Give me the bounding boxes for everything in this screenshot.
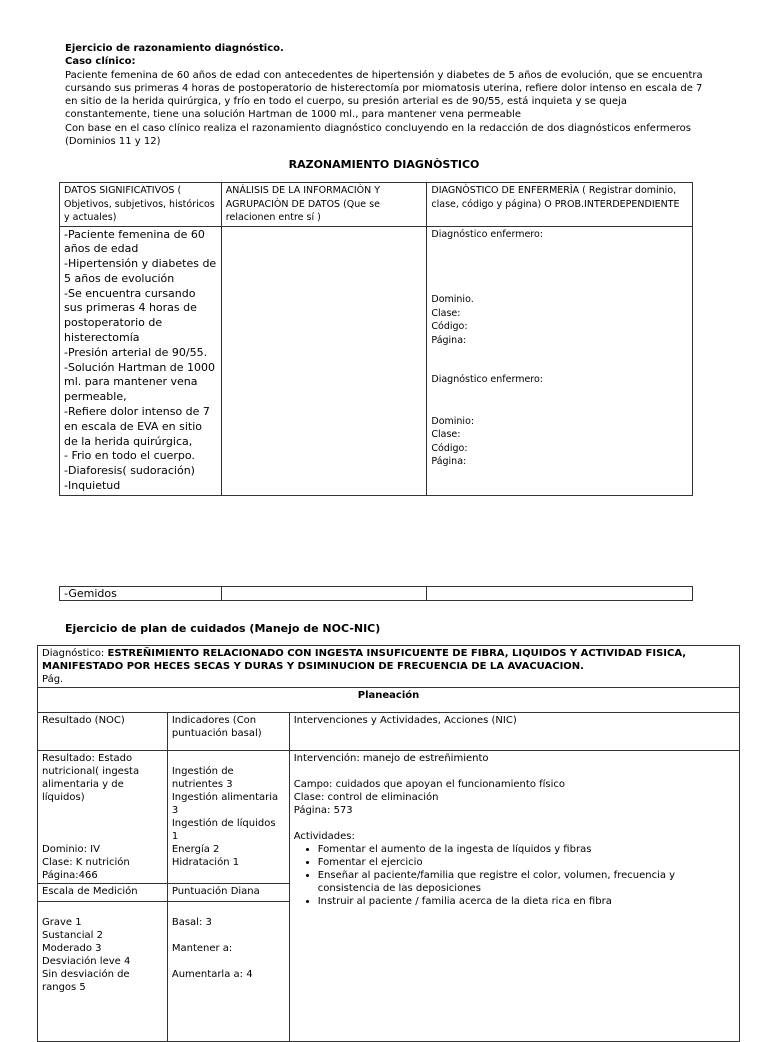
header-indicadores: Indicadores (Con puntuación basal): [167, 713, 289, 751]
care-plan-title: Ejercicio de plan de cuidados (Manejo de NOC-NIC): [65, 622, 381, 635]
dx1-dominio: Dominio.: [431, 294, 474, 305]
increase-score: Aumentarla a: 4: [171, 969, 253, 980]
reasoning-header-row: [60, 183, 693, 227]
noc-dominio: Dominio: IV: [42, 844, 100, 855]
reasoning-title: RAZONAMIENTO DIAGNÒSTICO: [288, 158, 480, 171]
dx2-dominio: Dominio:: [431, 415, 475, 427]
reasoning-continuation-table: [59, 586, 693, 601]
scale-item: Sustancial 2: [42, 930, 104, 941]
dx2-label: Diagnóstico enfermero:: [431, 374, 544, 385]
nic-campo: Campo: cuidados que apoyan el funcionamiento físico: [293, 779, 566, 790]
dx1-label: Diagnóstico enfermero:: [431, 228, 544, 240]
scale-item: Sin desviación de rangos 5: [42, 969, 130, 993]
noc-result-cell: [38, 751, 168, 884]
noc-row: [38, 751, 740, 884]
reasoning-body-row: [60, 226, 693, 495]
nic-clase: Clase: control de eliminación: [293, 792, 439, 803]
planeacion-row: [38, 688, 740, 713]
activities-list: [294, 843, 735, 908]
case-text: Paciente femenina de 60 años de edad con antecedentes de hipertensión y diabetes de 5 años de evolución, que se encuentra cursando sus primeras 4 horas de postoperatorio de histerectomía por miomatosis uterina, refiere dolor intenso en escala de 7 en sitio de la herida quirúrgica, y frío en todo el cuerpo, su presión arterial es de 90/55, está inquieta y se queja constantemente, tiene una solución Hartman de 1000 ml., para mantener vena permeable: [65, 69, 703, 121]
header-analisis: ANÁLISIS DE LA INFORMACIÒN Y AGRUPACIÒN DE DATOS (Que se relacionen entre sí ): [221, 183, 427, 227]
diagnosis-text: ESTREÑIMIENTO RELACIONADO CON INGESTA INSUFICUENTE DE FIBRA, LIQUIDOS Y ACTIVIDAD FISICA, MANIFESTADO POR HECES SECAS Y DURAS Y DSIMINUCION DE FRECUENCIA DE LA AVACUACION.: [42, 648, 687, 672]
instruction-text: Con base en el caso clínico realiza el razonamiento diagnóstico concluyendo en la redacción de dos diagnósticos enfermeros (Dominios 11 y 12): [65, 122, 691, 148]
care-plan-table: [37, 645, 740, 1042]
continuation-item: -Gemidos: [60, 587, 222, 601]
noc-result: Resultado: Estado nutricional( ingesta alimentaria y de líquidos): [42, 753, 140, 803]
data-item: -Se encuentra cursando sus primeras 4 horas de postoperatorio de histerectomía: [64, 286, 197, 345]
dx1-pagina: Página:: [431, 334, 467, 346]
activity-item: • Fomentar el ejercicio: [318, 856, 735, 869]
data-item: - Frio en todo el cuerpo.: [64, 449, 195, 463]
diagnosis-row: [38, 646, 740, 688]
target-score-header: Puntuación Diana: [167, 884, 289, 902]
target-score-cell: [167, 902, 289, 1042]
nic-cell: [289, 751, 739, 1042]
nic-intervention: Intervención: manejo de estreñimiento: [293, 753, 489, 764]
case-intro: [65, 42, 715, 148]
header-nic: Intervenciones y Actividades, Acciones (NIC): [289, 713, 739, 751]
scale-item: Moderado 3: [42, 943, 102, 954]
care-plan-header-row: [38, 713, 740, 751]
nic-pagina: Página: 573: [293, 805, 353, 816]
diagnosis-cell: [427, 226, 693, 495]
data-item: -Solución Hartman de 1000 ml. para mantener vena permeable,: [64, 360, 216, 404]
header-diagnostico: DIAGNÒSTICO DE ENFERMERÌA ( Registrar dominio, clase, código y página) O PROB.INTERDEPENDIENTE: [427, 183, 693, 227]
page-label: Pág.: [42, 674, 64, 685]
maintain-score: Mantener a:: [171, 943, 233, 954]
continuation-empty-cell: [221, 587, 427, 601]
indicator-item: Ingestión alimentaria 3: [171, 792, 279, 816]
data-item: -Inquietud: [64, 479, 121, 493]
indicators-cell: [167, 751, 289, 884]
dx2-codigo: Código:: [431, 442, 468, 454]
reasoning-table: [59, 182, 693, 496]
indicator-item: Ingestión de nutrientes 3: [171, 766, 234, 790]
basal-score: Basal: 3: [171, 917, 212, 928]
dx1-codigo: Código:: [431, 321, 468, 332]
noc-pagina: Página:466: [42, 870, 98, 881]
scale-header: Escala de Medición: [38, 884, 168, 902]
indicator-item: Hidratación 1: [171, 857, 240, 868]
activity-item: • Fomentar el aumento de la ingesta de líquidos y fibras: [318, 843, 735, 856]
noc-clase: Clase: K nutrición: [42, 857, 130, 868]
scale-item: Grave 1: [42, 917, 82, 928]
scale-item: Desviación leve 4: [42, 956, 131, 967]
data-item: -Refiere dolor intenso de 7 en escala de EVA en sitio de la herida quirúrgica,: [64, 405, 210, 448]
activity-item: • Enseñar al paciente/familia que registre el color, volumen, frecuencia y consistencia de las deposiciones: [318, 869, 735, 895]
data-item: -Hipertensión y diabetes de 5 años de evolución: [64, 257, 217, 285]
activity-item: • Instruir al paciente / familia acerca de la dieta rica en fibra: [318, 895, 735, 908]
continuation-row: [60, 587, 693, 601]
header-noc: Resultado (NOC): [38, 713, 168, 751]
data-item: -Paciente femenina de 60 años de edad: [64, 227, 205, 256]
dx1-clase: Clase:: [431, 307, 461, 319]
case-label: Caso clínico:: [65, 56, 136, 68]
dx2-clase: Clase:: [431, 429, 461, 440]
indicator-item: Energía 2: [171, 844, 220, 855]
header-datos: DATOS SIGNIFICATIVOS ( Objetivos, subjetivos, históricos y actuales): [60, 183, 222, 227]
data-item: -Diaforesis( sudoración): [64, 464, 195, 478]
diagnosis-cell: [38, 646, 740, 688]
analysis-cell: [221, 226, 427, 495]
dx2-pagina: Página:: [431, 456, 467, 467]
indicator-item: Ingestión de líquidos 1: [171, 818, 276, 842]
activities-label: Actividades:: [293, 831, 355, 842]
significant-data-cell: [60, 226, 222, 495]
data-item: -Presión arterial de 90/55.: [64, 345, 208, 359]
planeacion-heading: Planeación: [38, 688, 740, 713]
continuation-empty-cell: [427, 587, 693, 601]
exercise-title: Ejercicio de razonamiento diagnóstico.: [65, 43, 284, 54]
diagnosis-label: Diagnóstico:: [42, 648, 105, 659]
scale-cell: [38, 902, 168, 1042]
